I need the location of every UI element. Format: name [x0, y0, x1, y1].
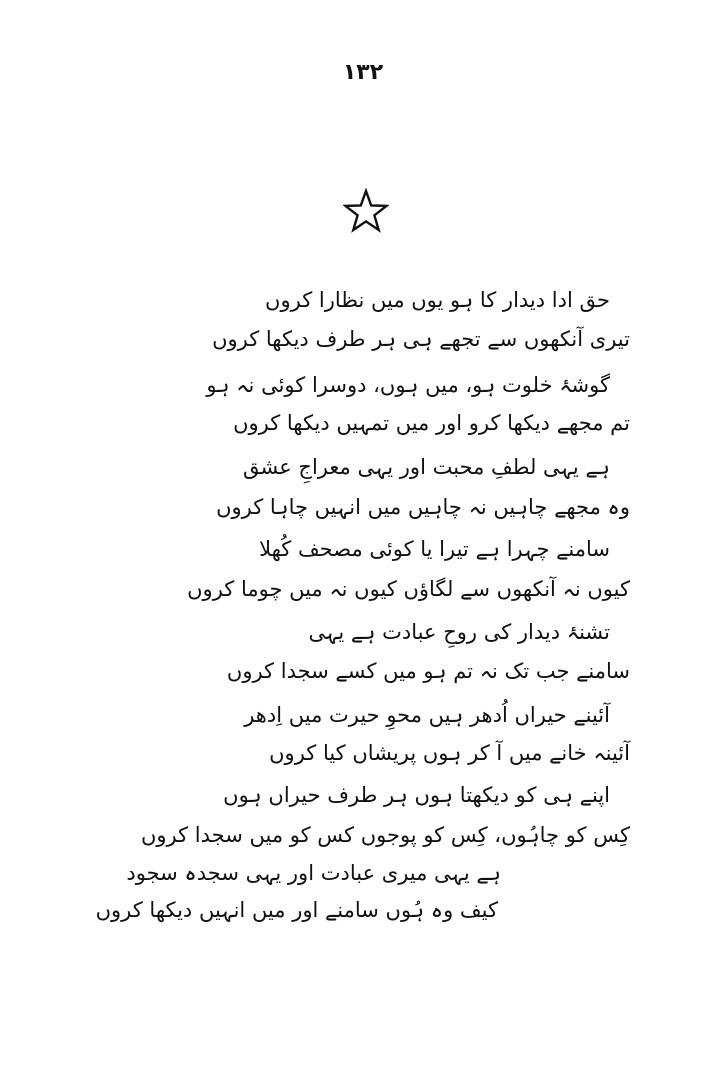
verse-line-13: اپنے ہی کو دیکھتا ہوں ہر طرف حیراں ہوں [223, 783, 610, 807]
verse-line-5: ہے یہی لطفِ محبت اور یہی معراجِ عشق [242, 455, 610, 479]
verse-line-10: سامنے جب تک نہ تم ہو میں کسے سجدا کروں [226, 659, 630, 683]
verse-line-9: تشنۂ دیدار کی روحِ عبادت ہے یہی [308, 620, 610, 644]
verse-line-14: کِس کو چاہُوں، کِس کو پوجوں کس کو میں سجدا کروں [140, 823, 630, 847]
verse-line-12: آئینہ خانے میں آ کر ہوں پریشاں کیا کروں [269, 741, 630, 765]
verse-line-11: آئینے حیراں اُدھر ہیں محوِ حیرت میں اِدھر [244, 703, 610, 727]
page-number: ۱۳۲ [342, 60, 384, 85]
verse-line-7: سامنے چہرا ہے تیرا یا کوئی مصحف کُھلا [259, 537, 610, 561]
verse-line-8: کیوں نہ آنکھوں سے لگاؤں کیوں نہ میں چوما کروں [187, 577, 630, 601]
verse-line-1: حق ادا دیدار کا ہو یوں میں نظارا کروں [265, 288, 610, 312]
verse-line-2: تیری آنکھوں سے تجھے ہی ہر طرف دیکھا کروں [212, 327, 630, 351]
verse-line-3: گوشۂ خلوت ہو، میں ہوں، دوسرا کوئی نہ ہو [206, 373, 610, 397]
verse-line-16: کیف وہ ہُوں سامنے اور میں انہیں دیکھا کروں [95, 898, 498, 922]
star-icon [343, 188, 389, 234]
verse-line-6: وہ مجھے چاہیں نہ چاہیں میں انہیں چاہا کروں [216, 495, 630, 519]
verse-line-4: تم مجھے دیکھا کرو اور میں تمہیں دیکھا کروں [233, 411, 630, 435]
verse-line-15: ہے یہی میری عبادت اور یہی سجدہ سجود [126, 861, 501, 885]
